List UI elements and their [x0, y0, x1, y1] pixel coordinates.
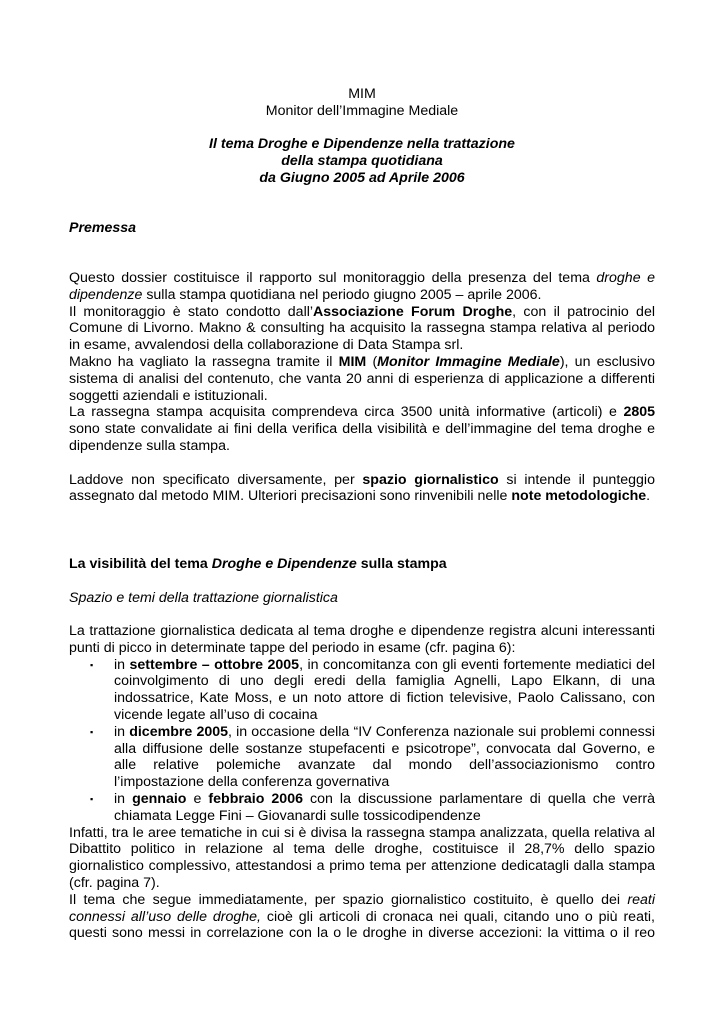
list-item: ▪ in settembre – ottobre 2005, in concomitanza con gli eventi fortemente mediatici del coinvolgimento di uno degli eredi della famiglia Agnelli, Lapo Elkann, di una indossatrice, Kate Moss, e un noto attore di fiction televisive, Paolo Calissano, con vicende legate all’uso di cocaina [90, 656, 656, 723]
visibility-subheading: Spazio e temi della trattazione giornalistica [69, 590, 338, 606]
bullet-icon: ▪ [90, 726, 94, 737]
visibility-heading: La visibilità del tema Droghe e Dipendenze sulla stampa [69, 556, 447, 572]
paragraph-5: Laddove non specificato diversamente, per spazio giornalistico si intende il punteggio assegnato dal metodo MIM. Ulteriori precisazioni sono rinvenibili nelle note metodologiche. [69, 471, 655, 505]
visibility-section [69, 623, 655, 942]
premessa-section [69, 270, 655, 505]
paragraph-1: Questo dossier costituisce il rapporto sul monitoraggio della presenza del tema droghe e dipendenze sulla stampa quotidiana nel periodo giugno 2005 – aprile 2006. [69, 270, 655, 303]
peak-list [69, 657, 655, 825]
list-item: ▪ in gennaio e febbraio 2006 con la discussione parlamentare di quella che verrà chiamata Legge Fini – Giovanardi sulle tossicodipendenze [90, 790, 655, 824]
paragraph-6: Infatti, tra le aree tematiche in cui si è divisa la rassegna stampa analizzata, quella relativa al Dibattito politico in relazione al tema delle droghe, costituisce il 28,7% dello spazio giornalistico complessivo, attestandosi a primo tema per attenzione dedicatagli dalla stampa (cfr. pagina 7). [69, 824, 655, 891]
paragraph-3: Makno ha vagliato la rassegna tramite il MIM (Monitor Immagine Mediale), un esclusivo sistema di analisi del contenuto, che vanta 20 anni di esperienza di applicazione a differenti soggetti aziendali e istituzionali. [69, 353, 656, 404]
bullet-icon: ▪ [90, 793, 94, 804]
list-item: ▪ in dicembre 2005, in occasione della “IV Conferenza nazionale sui problemi connessi alla diffusione delle sostanze stupefacenti e psicotrope”, convocata dal Governo, e alle relative polemiche avanzate dal mondo dell’associazionismo contro l’impostazione della conferenza governativa [90, 723, 656, 791]
title-line-1: Il tema Droghe e Dipendenze nella trattazione [209, 136, 515, 153]
paragraph-4: La rassegna stampa acquisita comprendeva circa 3500 unità informative (articoli) e 2805 sono state convalidate ai fini della verifica della visibilità e dell’immagine del tema droghe e dipendenze sulla stampa. [69, 404, 655, 454]
document-header [69, 86, 655, 187]
paragraph-7: Il tema che segue immediatamente, per spazio giornalistico costituito, è quello dei reati connessi all’uso delle droghe, cioè gli articoli di cronaca nei quali, citando uno o più reati, questi sono messi in correlazione con la o le droghe in diverse accezioni: la vittima o il reo [69, 891, 656, 942]
bullet-icon: ▪ [90, 659, 94, 670]
org-acronym: MIM [348, 86, 376, 102]
org-full-name: Monitor dell’Immagine Mediale [265, 102, 459, 119]
premessa-heading: Premessa [69, 220, 137, 236]
paragraph-intro: La trattazione giornalistica dedicata al tema droghe e dipendenze registra alcuni interessanti punti di picco in determinate tappe del periodo in esame (cfr. pagina 6): [69, 623, 655, 656]
paragraph-2: Il monitoraggio è stato condotto dall’Associazione Forum Droghe, con il patrocinio del Comune di Livorno. Makno & consulting ha acquisito la rassegna stampa relativa al periodo in esame, avvalendosi della collaborazione di Data Stampa srl. [69, 303, 655, 354]
title-line-3: da Giugno 2005 ad Aprile 2006 [259, 169, 465, 186]
title-line-2: della stampa quotidiana [281, 153, 443, 170]
